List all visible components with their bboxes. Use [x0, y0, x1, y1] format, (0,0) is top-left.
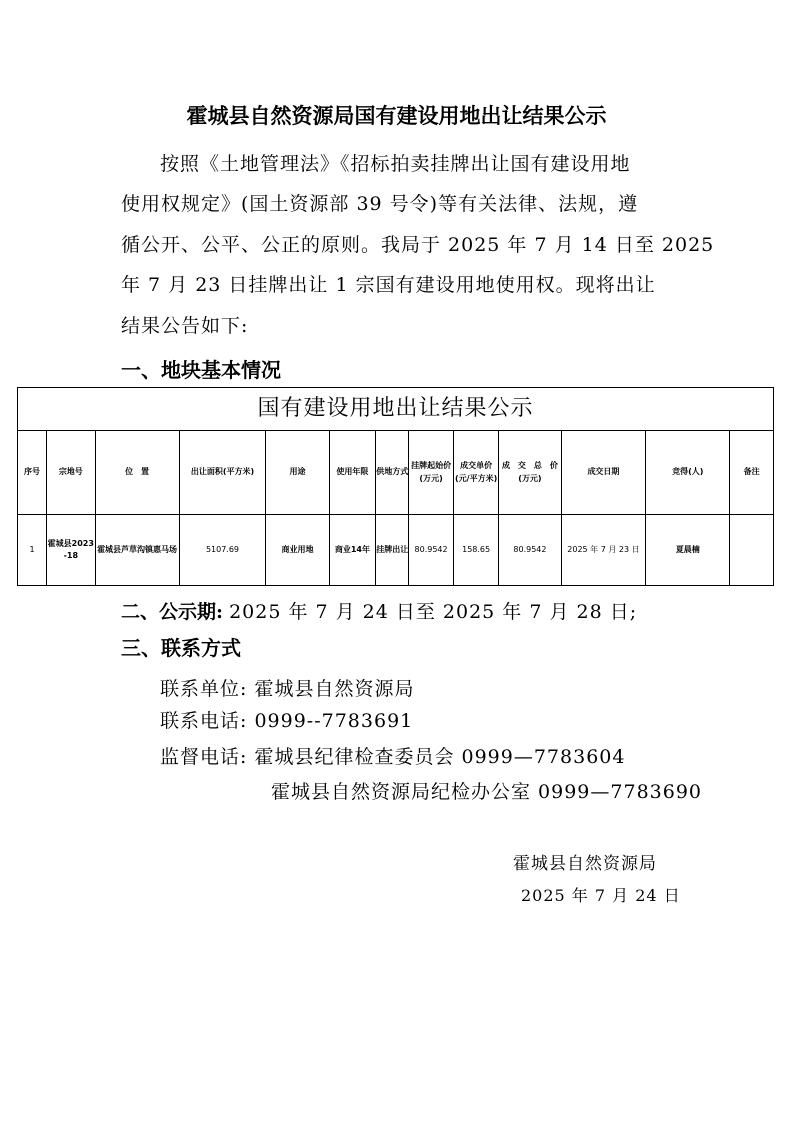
- cell-location: 霍城县芦草沟镇惠马场: [95, 515, 179, 586]
- header-start-price: 挂牌起始价(万元): [409, 431, 454, 515]
- signature-org: 霍城县自然资源局: [513, 854, 657, 874]
- cell-term: 商业14年: [329, 515, 376, 586]
- section-2: [121, 597, 637, 624]
- cell-unit-price: 158.65: [453, 515, 499, 586]
- signature-date: 2025 年 7 月 24 日: [521, 886, 681, 905]
- publicity-period: 2025 年 7 月 24 日至 2025 年 7 月 28 日;: [229, 601, 638, 623]
- cell-supply-method: 挂牌出让: [376, 515, 409, 586]
- cell-area: 5107.69: [179, 515, 266, 586]
- cell-start-price: 80.9542: [409, 515, 454, 586]
- header-parcel-no: 宗地号: [46, 431, 95, 515]
- supervision-phone-2: 霍城县自然资源局纪检办公室 0999—7783690: [271, 781, 703, 803]
- header-area: 出让面积(平方米): [179, 431, 266, 515]
- cell-parcel-no: 霍城县2023-18: [46, 515, 95, 586]
- intro-line-5: 结果公告如下:: [121, 315, 249, 337]
- header-winner: 竞得(人): [646, 431, 730, 515]
- header-remarks: 备注: [730, 431, 774, 515]
- document-title: 霍城县自然资源局国有建设用地出让结果公示: [186, 103, 607, 128]
- cell-deal-date: 2025 年 7 月 23 日: [561, 515, 646, 586]
- header-deal-date: 成交日期: [561, 431, 646, 515]
- result-table: [17, 387, 774, 586]
- intro-line-2: 使用权规定》(国土资源部 39 号令)等有关法律、法规，遵: [121, 193, 639, 215]
- cell-use: 商业用地: [266, 515, 329, 586]
- intro-line-3: 循公开、公平、公正的原则。我局于 2025 年 7 月 14 日至 2025: [121, 234, 715, 256]
- header-seq: 序号: [18, 431, 47, 515]
- header-unit-price: 成交单价(元/平方米): [453, 431, 499, 515]
- header-term: 使用年限: [329, 431, 376, 515]
- intro-line-4: 年 7 月 23 日挂牌出让 1 宗国有建设用地使用权。现将出让: [121, 274, 656, 296]
- section-1-heading: 一、地块基本情况: [121, 358, 281, 382]
- cell-winner: 夏晨楠: [646, 515, 730, 586]
- cell-seq: 1: [18, 515, 47, 586]
- header-location: 位 置: [95, 431, 179, 515]
- supervision-phone: 监督电话: 霍城县纪律检查委员会 0999—7783604: [160, 746, 626, 768]
- table-row: [18, 515, 774, 586]
- contact-phone: 联系电话: 0999--7783691: [160, 710, 414, 732]
- section-3-heading: 三、联系方式: [121, 636, 241, 660]
- contact-unit: 联系单位: 霍城县自然资源局: [160, 678, 415, 700]
- table-title: 国有建设用地出让结果公示: [18, 388, 774, 431]
- table-header-row: [18, 431, 774, 515]
- cell-remarks: [730, 515, 774, 586]
- header-use: 用途: [266, 431, 329, 515]
- header-supply-method: 供地方式: [376, 431, 409, 515]
- cell-total-price: 80.9542: [499, 515, 561, 586]
- header-total-price: 成 交 总 价(万元): [499, 431, 561, 515]
- intro-line-1: 按照《土地管理法》《招标拍卖挂牌出让国有建设用地: [160, 153, 631, 175]
- section-2-label: 二、公示期:: [121, 601, 224, 623]
